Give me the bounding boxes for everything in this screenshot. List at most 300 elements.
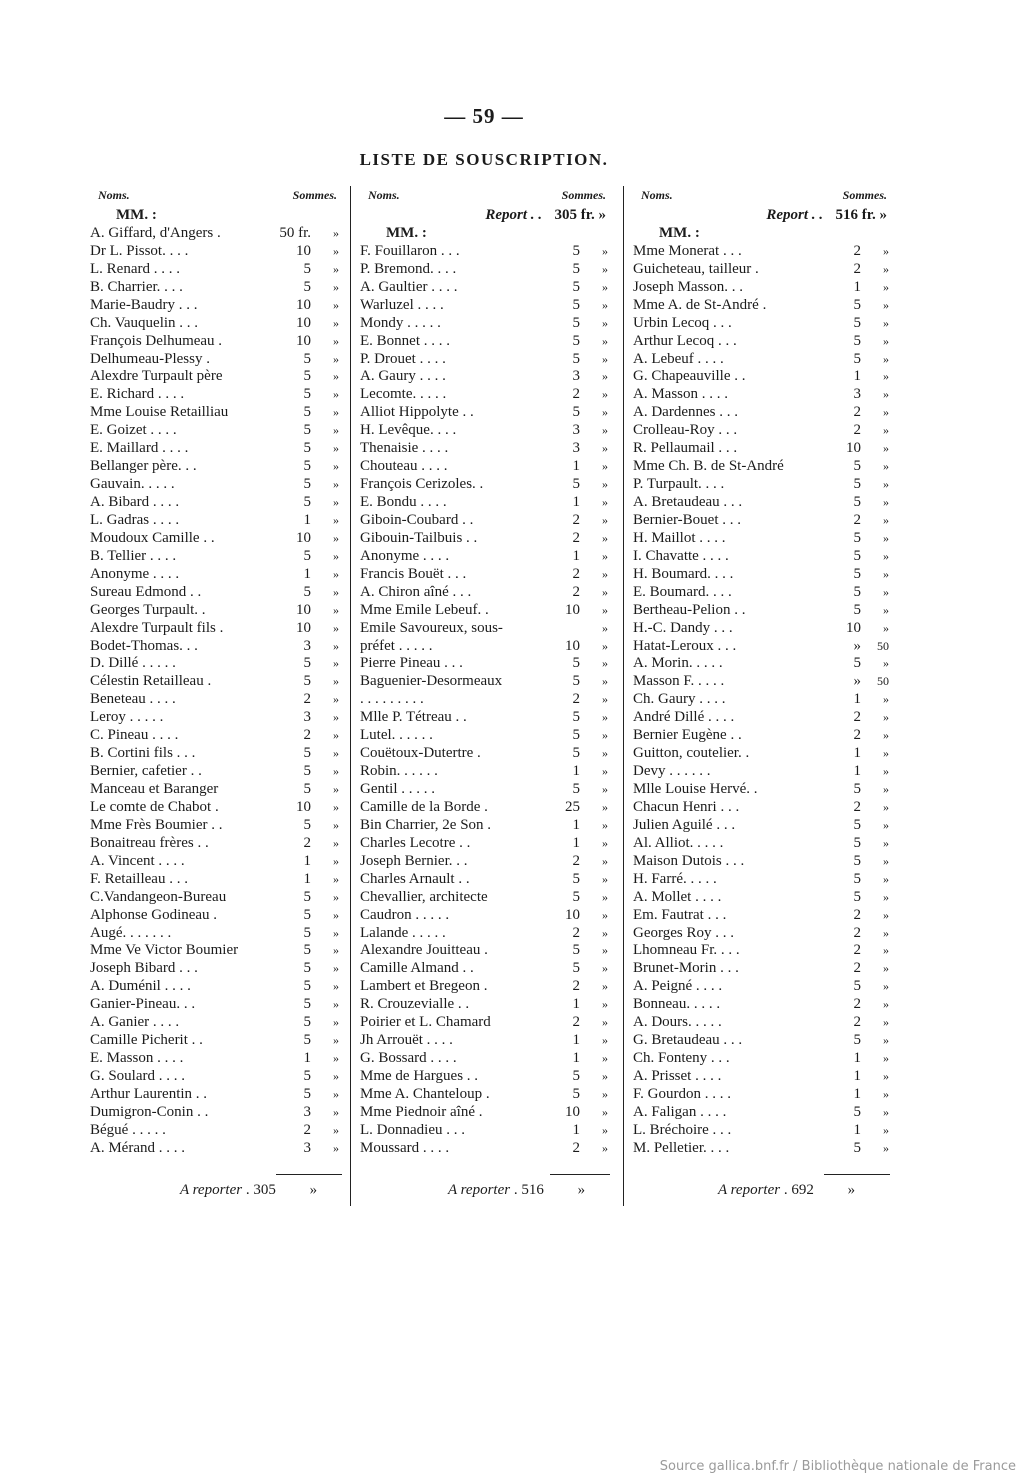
subscriber-row [631, 439, 893, 457]
column-header [631, 186, 893, 206]
amount: 5 [853, 888, 861, 905]
centimes: » [883, 1015, 889, 1030]
subscriber-row [631, 1031, 893, 1049]
subscriber-row [88, 941, 343, 959]
subscriber-name: Camille Picherit . . [90, 1032, 203, 1049]
subscriber-row [88, 924, 343, 942]
amount: 2 [853, 511, 861, 528]
subscriber-name: Joseph Masson. . . [633, 278, 744, 295]
subscriber-row [631, 457, 893, 475]
amount: 10 [296, 601, 311, 618]
subscriber-name: Lhomneau Fr. . . . [633, 942, 740, 959]
amount: 2 [303, 691, 311, 708]
amount: 2 [853, 924, 861, 941]
subscriber-row [631, 601, 893, 619]
subscriber-row [88, 1049, 343, 1067]
subscriber-name: Le comte de Chabot . [90, 798, 219, 815]
subscriber-name: Mme A. Chanteloup . [360, 1085, 490, 1102]
subscriber-name: Moudoux Camille . . [90, 529, 215, 546]
centimes: » [883, 620, 889, 635]
subscriber-name: Hatat-Leroux . . . [633, 637, 737, 654]
subscriber-row [358, 1049, 612, 1067]
centimes: » [883, 369, 889, 384]
centimes: 50 [877, 638, 889, 653]
subscriber-name: Crolleau-Roy . . . [633, 422, 738, 439]
centimes: » [333, 512, 339, 527]
centimes: » [333, 1015, 339, 1030]
centimes: » [883, 979, 889, 994]
column-header [88, 186, 343, 206]
subscriber-row [358, 260, 612, 278]
amount: 5 [853, 601, 861, 618]
subscriber-row [631, 762, 893, 780]
amount: 5 [572, 727, 580, 744]
centimes: » [602, 584, 608, 599]
subscriber-row [88, 888, 343, 906]
subscriber-row [358, 798, 612, 816]
subscriber-name: Mme de Hargues . . [360, 1068, 479, 1084]
subscriber-row [358, 690, 612, 708]
subscriber-row [88, 852, 343, 870]
amount: » [853, 637, 861, 654]
amount: 5 [303, 422, 311, 439]
subscriber-row [88, 1121, 343, 1139]
amount: 3 [303, 637, 311, 654]
subscriber-row [88, 708, 343, 726]
centimes: » [333, 602, 339, 617]
amount: 5 [303, 458, 311, 475]
centimes: » [883, 387, 889, 402]
subscriber-name: Mme Louise Retailliau [90, 404, 229, 421]
amount: 5 [572, 1085, 580, 1102]
centimes: » [333, 387, 339, 402]
subscriber-row [88, 995, 343, 1013]
subscriber-row [631, 690, 893, 708]
subscriber-name: F. Fouillaron . . . [360, 242, 460, 259]
subscriber-row [358, 977, 612, 995]
subscriber-name: Mme A. de St-André . [633, 296, 767, 313]
centimes: » [883, 853, 889, 868]
carry-forward-3 [718, 1182, 855, 1199]
centimes: » [333, 369, 339, 384]
amount: 5 [303, 1014, 311, 1031]
subscriber-name: Jh Arrouët . . . . [360, 1032, 453, 1049]
amount: 5 [853, 494, 861, 510]
amount: 1 [572, 1121, 580, 1138]
centimes: » [602, 692, 608, 707]
amount: 3 [853, 386, 861, 403]
amount: 1 [303, 1050, 311, 1067]
centimes: » [602, 817, 608, 832]
centimes: » [883, 1051, 889, 1066]
amount: 5 [572, 745, 580, 762]
centimes: » [883, 405, 889, 420]
amount: 5 [303, 673, 311, 690]
centimes: » [333, 782, 339, 796]
subscriber-name: Emile Savoureux, sous- [360, 619, 503, 636]
centimes: » [333, 656, 339, 671]
carry-amount: . 516 [513, 1182, 544, 1198]
amount: 5 [303, 763, 311, 780]
amount: 5 [303, 547, 311, 564]
amount: 1 [572, 763, 580, 780]
subscriber-row [88, 1013, 343, 1031]
subscriber-name: Gauvain. . . . . [90, 476, 175, 493]
subscriber-row [88, 637, 343, 655]
subscriber-row [88, 565, 343, 583]
subscriber-row [88, 475, 343, 493]
amount: 1 [303, 565, 311, 582]
subscriber-name: . . . . . . . . . [360, 691, 424, 708]
amount: 5 [303, 404, 311, 421]
amount: 5 [572, 404, 580, 421]
subscriber-row [358, 457, 612, 475]
centimes: » [883, 261, 889, 276]
subscriber-name: Lambert et Bregeon . [360, 978, 488, 995]
subscriber-row [358, 296, 612, 314]
subscriber-row [631, 1121, 893, 1139]
subscriber-name: Lutel. . . . . . [360, 727, 433, 744]
centimes: » [602, 710, 608, 725]
amount: 1 [853, 745, 861, 762]
subscriber-name: Bonneau. . . . . [633, 996, 721, 1013]
centimes: » [602, 423, 608, 438]
subscriber-name: Delhumeau-Plessy . [90, 350, 210, 367]
subscriber-name: Warluzel . . . . [360, 296, 444, 313]
subscription-columns [88, 186, 898, 1206]
subscriber-row [88, 977, 343, 995]
amount: 5 [572, 888, 580, 905]
subscriber-name: Bodet-Thomas. . . [90, 637, 198, 654]
amount: 516 fr. » [835, 207, 887, 223]
subscriber-row [88, 906, 343, 924]
amount: 5 [572, 870, 580, 887]
subscriber-row [88, 421, 343, 439]
centimes: » [602, 1033, 608, 1048]
subscriber-row [631, 403, 893, 421]
subscriber-name: A. Masson . . . . [633, 386, 729, 403]
amount: 1 [853, 368, 861, 385]
subscriber-row [631, 547, 893, 565]
subscriber-name: Anonyme . . . . [90, 565, 180, 582]
amount: 1 [853, 278, 861, 295]
subscriber-name: Camille Almand . . [360, 960, 474, 977]
centimes: » [883, 961, 889, 976]
centimes: » [333, 423, 339, 438]
amount: 5 [853, 978, 861, 995]
amount: 5 [303, 888, 311, 905]
column-divider [623, 186, 624, 1206]
subscriber-row [358, 421, 612, 439]
column-divider [350, 186, 351, 1206]
subscriber-name: Al. Alliot. . . . . [633, 834, 724, 851]
subscriber-name: E. Bondu . . . . [360, 494, 447, 510]
column-3 [631, 186, 893, 1157]
amount: 5 [303, 781, 311, 797]
amount: 3 [303, 1103, 311, 1120]
amount: 10 [296, 798, 311, 815]
amount: » [853, 673, 861, 690]
centimes: » [883, 710, 889, 725]
amount: 1 [853, 1068, 861, 1084]
centimes: » [333, 1140, 339, 1155]
subscriber-name: Alexdre Turpault père [90, 368, 223, 385]
amount: 2 [853, 727, 861, 744]
subscriber-row [631, 977, 893, 995]
centimes: » [333, 1104, 339, 1119]
subscriber-row [88, 690, 343, 708]
centimes: » [883, 351, 889, 366]
amount: 3 [303, 1139, 311, 1156]
centimes: » [883, 548, 889, 563]
amount: 2 [853, 942, 861, 959]
subscriber-row [88, 1139, 343, 1157]
amount: 10 [296, 296, 311, 313]
amount: 5 [572, 350, 580, 367]
subscriber-name: Beneteau . . . . [90, 691, 176, 708]
centimes: » [602, 620, 608, 635]
centimes: » [883, 279, 889, 294]
amount: 5 [303, 1068, 311, 1084]
subscriber-name: Joseph Bibard . . . [90, 960, 198, 977]
subscriber-row [358, 1031, 612, 1049]
subscriber-name: I. Chavatte . . . . [633, 547, 729, 564]
subscriber-name: Pierre Pineau . . . [360, 655, 463, 672]
centimes: » [333, 297, 339, 312]
centimes: » [333, 764, 339, 779]
subscriber-name: A. Gaultier . . . . [360, 278, 458, 295]
names-header: Noms. [641, 188, 673, 202]
subscriber-name: B. Charrier. . . . [90, 278, 183, 295]
amount: 5 [303, 368, 311, 385]
centimes: » [333, 943, 339, 958]
subscriber-row [88, 601, 343, 619]
centimes: » [883, 315, 889, 330]
centimes: » [602, 871, 608, 886]
amount: 2 [853, 1014, 861, 1031]
centimes: » [602, 835, 608, 850]
subscriber-name: R. Pellaumail . . . [633, 440, 738, 457]
centimes: » [883, 799, 889, 814]
amount: 5 [572, 332, 580, 349]
subscriber-name: MM. : [386, 224, 427, 241]
amount: 2 [853, 798, 861, 815]
amount: 1 [572, 816, 580, 833]
subscriber-name: Report . . [485, 207, 542, 223]
subscriber-name: Bernier Eugène . . [633, 727, 742, 744]
subscriber-name: B. Tellier . . . . [90, 547, 177, 564]
centimes: » [333, 620, 339, 635]
subscriber-row [358, 762, 612, 780]
centimes: » [883, 889, 889, 904]
names-header: Noms. [98, 188, 130, 202]
subscriber-name: Mme Piednoir aîné . [360, 1103, 483, 1120]
total-rule [550, 1174, 610, 1175]
subscriber-row [358, 1121, 612, 1139]
subscriber-row [88, 314, 343, 332]
subscriber-name: Lecomte. . . . . [360, 386, 447, 403]
subscriber-row [88, 619, 343, 637]
subscriber-name: Guicheteau, tailleur . [633, 260, 759, 277]
centimes: » [602, 925, 608, 940]
centimes: » [333, 1122, 339, 1137]
subscriber-row [88, 1031, 343, 1049]
subscriber-row [358, 350, 612, 368]
amount: 5 [853, 583, 861, 600]
centimes: » [602, 1086, 608, 1101]
amount: 5 [853, 870, 861, 887]
amount: 5 [572, 673, 580, 690]
subscriber-name: H. Levêque. . . . [360, 422, 457, 439]
amount: 2 [572, 583, 580, 600]
subscriber-row [358, 941, 612, 959]
subscriber-name: R. Crouzevialle . . [360, 996, 470, 1013]
subscriber-name: C.Vandangeon-Bureau [90, 888, 227, 905]
centimes: » [883, 728, 889, 743]
subscriber-row [631, 1067, 893, 1085]
subscriber-row [631, 475, 893, 493]
centimes: » [602, 315, 608, 330]
centimes: » [883, 243, 889, 258]
page-title: LISTE DE SOUSCRIPTION. [359, 150, 609, 169]
centimes: » [333, 997, 339, 1012]
centimes: » [883, 1033, 889, 1048]
subscriber-row [631, 529, 893, 547]
subscriber-row [631, 744, 893, 762]
subscriber-row [358, 744, 612, 762]
subscriber-row [88, 367, 343, 385]
amount: 10 [565, 906, 580, 923]
subscriber-name: MM. : [659, 224, 700, 241]
subscriber-name: Bégué . . . . . [90, 1121, 166, 1138]
subscriber-name: A. Gaury . . . . [360, 368, 446, 385]
subscriber-row [358, 816, 612, 834]
centimes: » [602, 243, 608, 258]
subscriber-row [88, 744, 343, 762]
centimes: » [602, 369, 608, 384]
subscriber-row [631, 1103, 893, 1121]
amount: 1 [853, 763, 861, 780]
subscriber-row [631, 260, 893, 278]
subscriber-name: Alexandre Jouitteau . [360, 942, 488, 959]
subscriber-row [358, 672, 612, 690]
centimes: » [883, 566, 889, 581]
subscriber-row [631, 296, 893, 314]
subscriber-row [631, 941, 893, 959]
subscriber-row [631, 493, 893, 511]
centimes: » [333, 961, 339, 976]
centimes: » [602, 333, 608, 348]
amount: 1 [572, 458, 580, 475]
subscriber-name: Anonyme . . . . [360, 547, 450, 564]
subscriber-name: L. Gadras . . . . [90, 511, 180, 528]
subscriber-row [88, 457, 343, 475]
subscriber-name: L. Donnadieu . . . [360, 1121, 465, 1138]
amount: 5 [572, 709, 580, 726]
centimes: » [883, 746, 889, 761]
amount: 1 [303, 852, 311, 869]
amount: 5 [853, 565, 861, 582]
subscriber-name: G. Chapeauville . . [633, 368, 746, 385]
amount: 5 [303, 260, 311, 277]
amount: 10 [846, 440, 861, 457]
amount: 5 [572, 1068, 580, 1084]
centimes: » [602, 351, 608, 366]
amount: 1 [303, 511, 311, 528]
subscriber-row [631, 314, 893, 332]
amount: 2 [853, 422, 861, 439]
centimes: » [333, 907, 339, 922]
amount: 5 [572, 296, 580, 313]
subscriber-name: Julien Aguilé . . . [633, 816, 736, 833]
centimes: » [602, 674, 608, 689]
subscriber-name: François Delhumeau . [90, 332, 223, 349]
subscriber-name: Bonaitreau frères . . [90, 834, 209, 851]
subscriber-row [631, 332, 893, 350]
amount: 5 [303, 386, 311, 403]
amount: 5 [572, 942, 580, 959]
total-rule [276, 1174, 342, 1175]
centimes: » [333, 261, 339, 276]
subscriber-row [88, 762, 343, 780]
subscriber-name: F. Retailleau . . . [90, 870, 188, 887]
centimes: » [333, 548, 339, 563]
centimes: » [602, 387, 608, 402]
amount: 2 [572, 386, 580, 403]
amount: 2 [853, 260, 861, 277]
subscriber-name: Chacun Henri . . . [633, 798, 740, 815]
subscriber-name: Giboin-Coubard . . [360, 511, 474, 528]
sums-header: Sommes. [842, 188, 887, 202]
centimes: » [602, 1104, 608, 1119]
subscriber-row [631, 672, 893, 690]
subscriber-row [88, 224, 343, 242]
amount: 5 [853, 1139, 861, 1156]
subscriber-row [358, 870, 612, 888]
amount: 1 [303, 870, 311, 887]
subscriber-row [631, 242, 893, 260]
centimes: » [883, 584, 889, 599]
amount: 2 [853, 960, 861, 977]
subscriber-row [631, 654, 893, 672]
amount: 5 [572, 260, 580, 277]
subscriber-row [358, 332, 612, 350]
subscriber-row [88, 439, 343, 457]
subscriber-row [631, 816, 893, 834]
amount: 5 [853, 547, 861, 564]
centimes: » [883, 817, 889, 832]
centimes: » [333, 333, 339, 348]
centimes: » [883, 1122, 889, 1137]
subscriber-row [358, 475, 612, 493]
subscriber-name: Bernier, cafetier . . [90, 763, 202, 780]
amount: 2 [572, 852, 580, 869]
amount: 5 [572, 314, 580, 331]
centimes: » [602, 495, 608, 509]
subscriber-row [631, 888, 893, 906]
subscriber-row [88, 816, 343, 834]
group-heading [358, 224, 612, 242]
subscriber-name: André Dillé . . . . [633, 709, 735, 726]
subscriber-name: Couëtoux-Dutertre . [360, 745, 481, 762]
amount: 305 fr. » [554, 207, 606, 223]
centimes: » [333, 530, 339, 545]
amount: 2 [572, 1139, 580, 1156]
subscriber-row [358, 529, 612, 547]
centimes: » [883, 692, 889, 707]
amount: 1 [572, 547, 580, 564]
amount: 10 [296, 332, 311, 349]
